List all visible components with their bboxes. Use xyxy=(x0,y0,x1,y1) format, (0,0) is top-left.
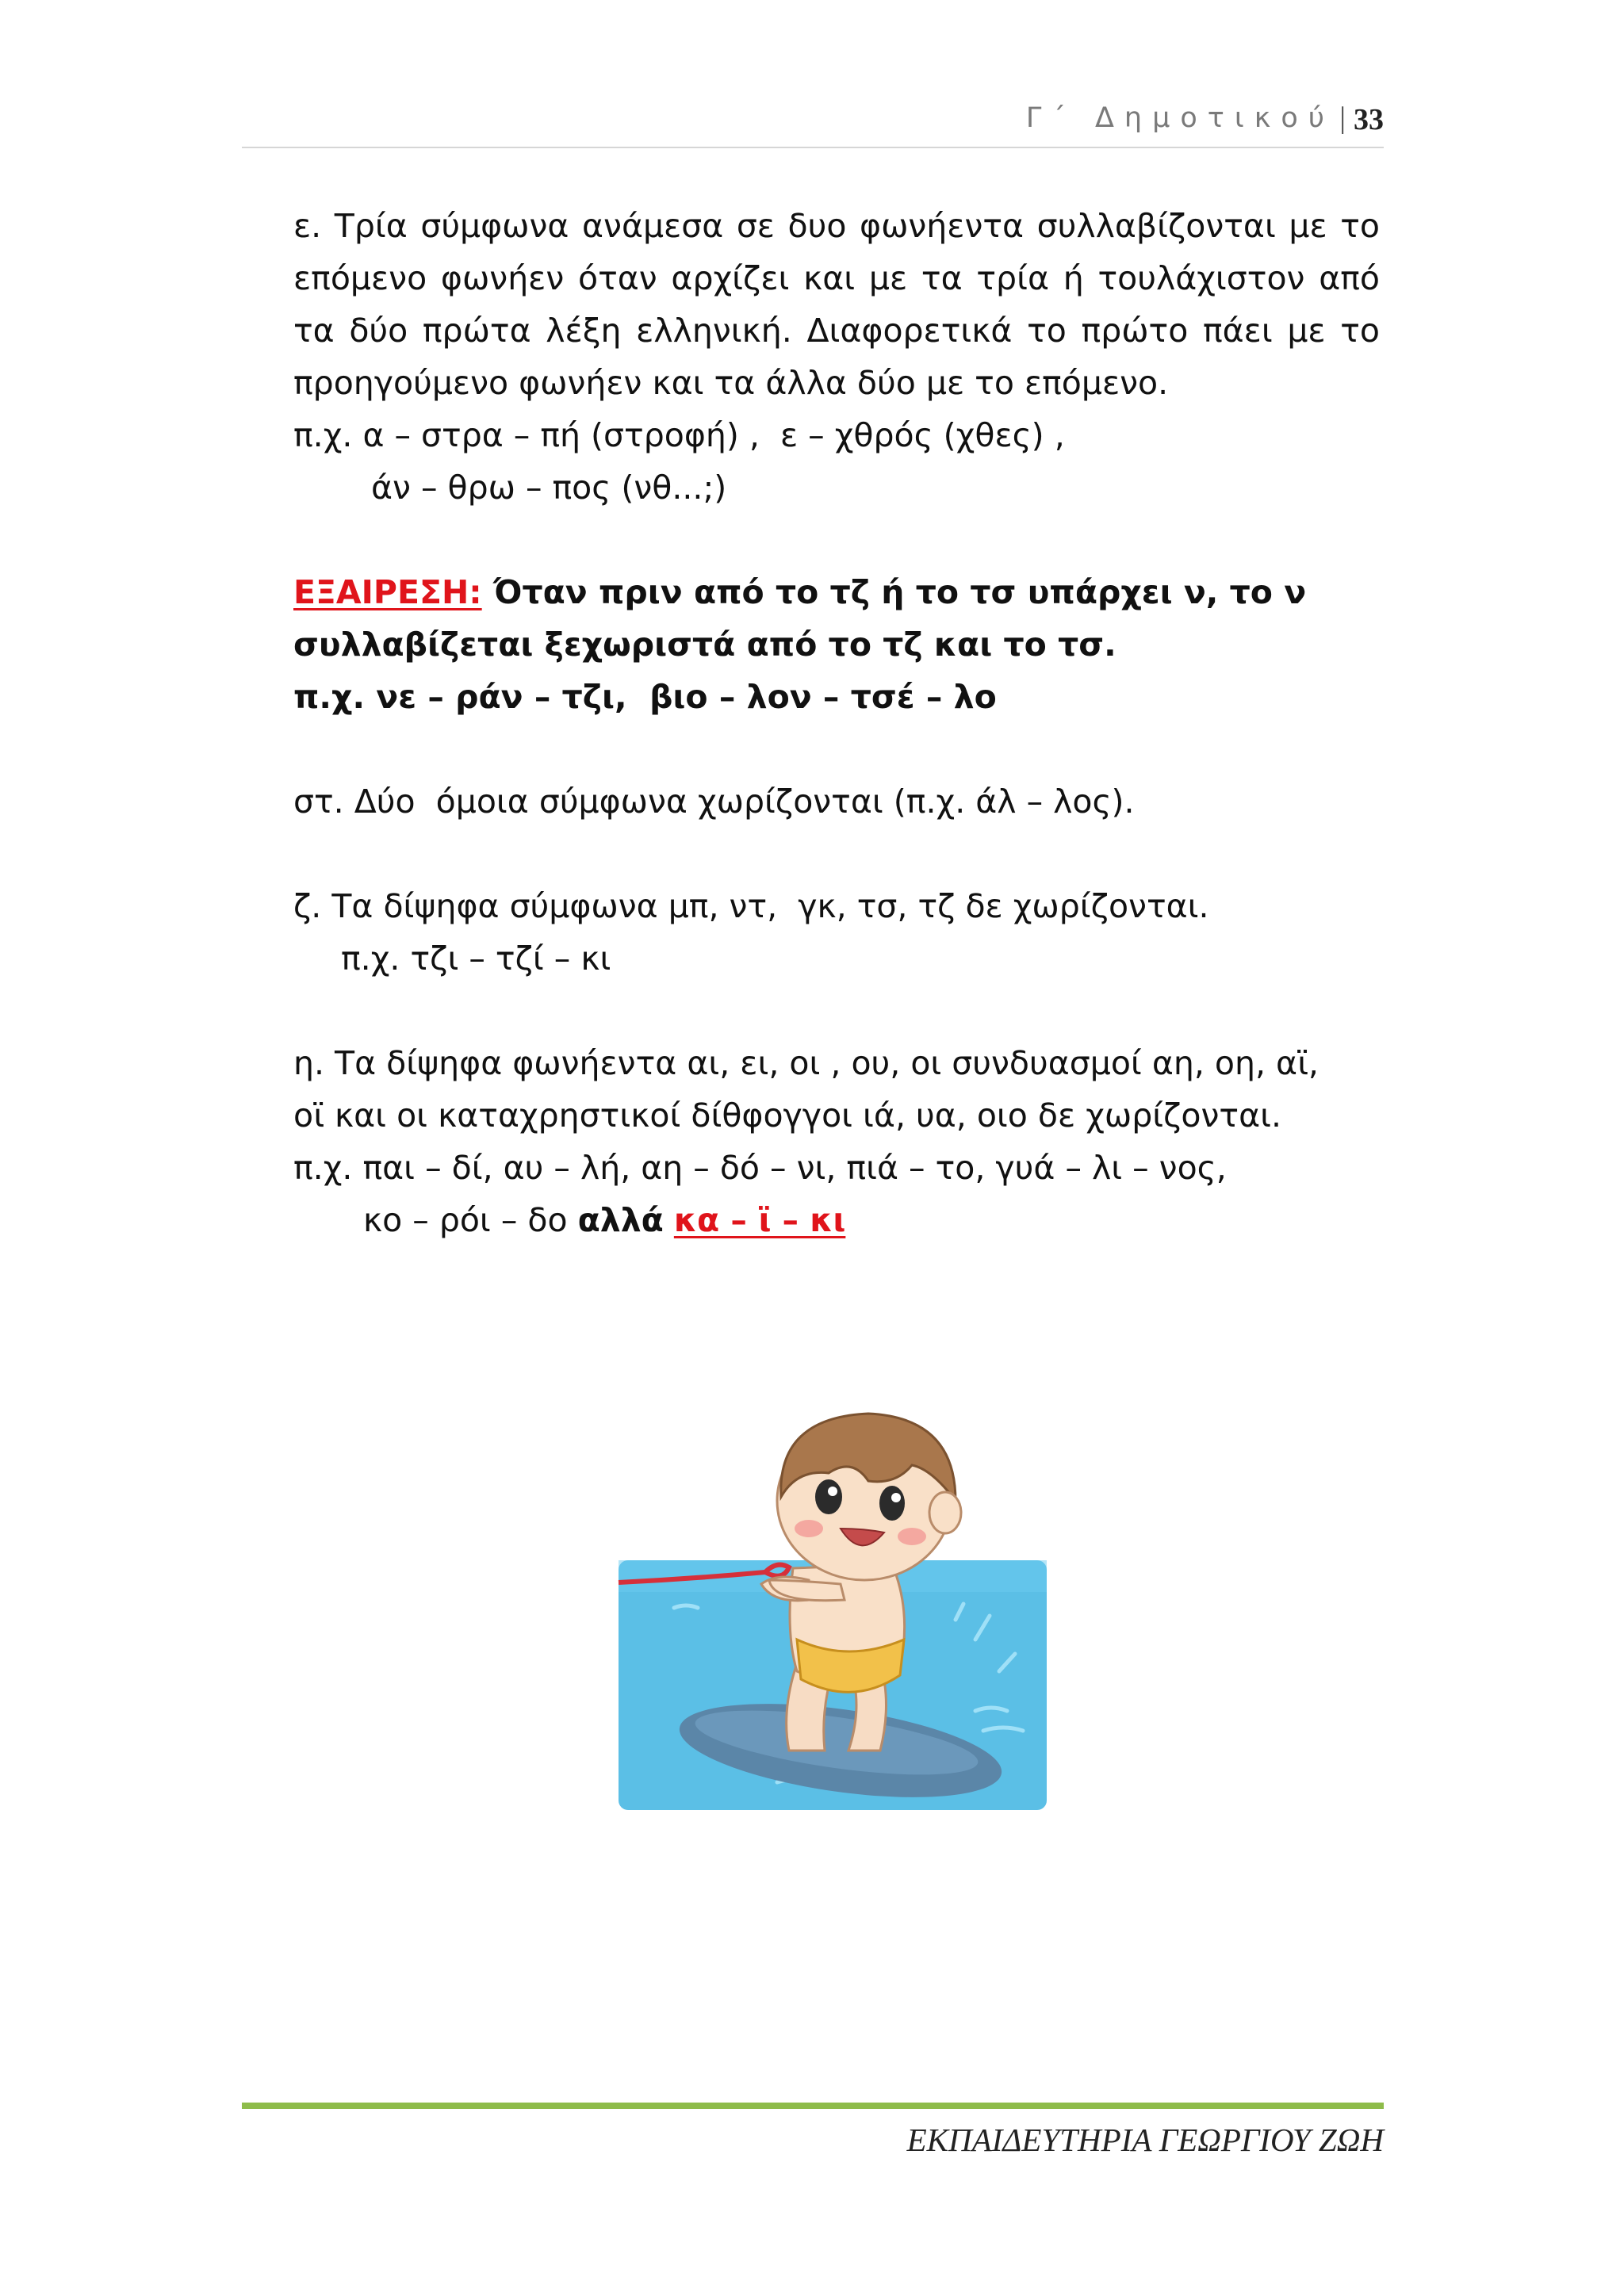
rule-e-example-2: άν – θρω – πος (νθ...;) xyxy=(371,469,727,507)
rule-e-line-4: προηγούμενο φωνήεν και τα άλλα δύο με το επόμενο. xyxy=(293,364,1169,402)
rule-h-example-2-start: κο – ρόι – δο xyxy=(363,1201,578,1239)
rule-h-example-1: π.χ. παι – δί, αυ – λή, αη – δό – νι, πιά – το, γυά – λι – νος, xyxy=(293,1149,1227,1187)
exception-line-2: συλλαβίζεται ξεχωριστά από το τζ και το τσ. xyxy=(293,626,1116,664)
rule-h-example-2 xyxy=(293,1194,1388,1246)
rule-h-example-2-highlight: κα – ϊ – κι xyxy=(673,1201,846,1239)
rule-e-line-2: επόμενο φωνήεν όταν αρχίζει και με τα τρία ή τουλάχιστον από xyxy=(293,259,1380,297)
rule-h-line-2: οϊ και οι καταχρηστικοί δίθφογγοι ιά, υα, οιο δε χωρίζονται. xyxy=(293,1096,1282,1135)
rule-e-line-3: τα δύο πρώτα λέξη ελληνική. Διαφορετικά το πρώτο πάει με το xyxy=(293,312,1380,350)
exception-example: π.χ. νε – ράν – τζι, βιο – λον – τσέ – λο xyxy=(293,678,997,716)
rule-st: στ. Δύο όμοια σύμφωνα χωρίζονται (π.χ. άλ – λος). xyxy=(293,783,1135,821)
header-separator: | xyxy=(1339,101,1346,135)
rule-z-line-1: ζ. Τα δίψηφα σύμφωνα μπ, ντ, γκ, τσ, τζ δε χωρίζονται. xyxy=(293,887,1209,925)
child-wakeboarding-icon xyxy=(603,1410,1055,1822)
rule-e-line-1: ε. Τρία σύμφωνα ανάμεσα σε δυο φωνήεντα συλλαβίζονται με το xyxy=(293,207,1380,245)
rule-e-example-1: π.χ. α – στρα – πή (στροφή) , ε – χθρός (χθες) , xyxy=(293,416,1065,454)
page-number: 33 xyxy=(1354,103,1384,136)
page-content xyxy=(293,200,1388,1246)
header-title: Γ΄ Δημοτικού xyxy=(1025,102,1335,134)
page-header xyxy=(242,99,1384,148)
rule-h-line-1: η. Τα δίψηφα φωνήεντα αι, ει, οι , ου, οι συνδυασμοί αη, οη, αϊ, xyxy=(293,1044,1319,1082)
rule-h-example-2-but: αλλά xyxy=(577,1201,664,1239)
footer-text: ΕΚΠΑΙΔΕΥΤΗΡΙΑ ΓΕΩΡΓΙΟΥ ΖΩΗ xyxy=(906,2122,1384,2158)
exception-line-1 xyxy=(293,566,1388,618)
rule-z-example: π.χ. τζι – τζί – κι xyxy=(341,939,611,978)
exception-text: Όταν πριν από το τζ ή το τσ υπάρχει ν, το ν xyxy=(481,573,1307,611)
exception-label: ΕΞΑΙΡΕΣΗ: xyxy=(293,573,482,611)
footer-divider xyxy=(242,2103,1384,2109)
